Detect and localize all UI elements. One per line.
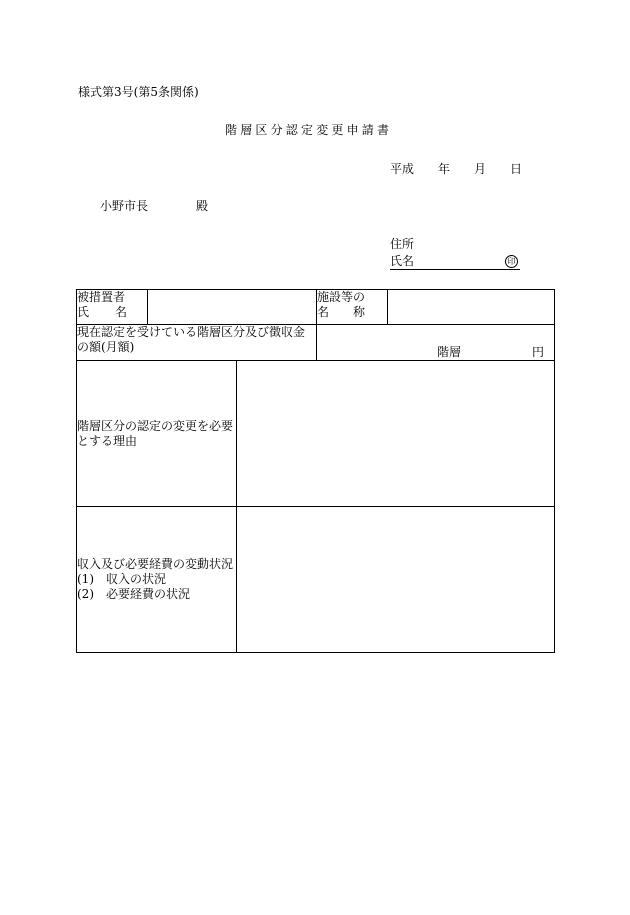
seal-icon: 印 (505, 255, 518, 268)
reason-input[interactable] (237, 361, 555, 507)
date-year: 年 (437, 162, 450, 176)
form-number: 様式第3号(第5条関係) (78, 85, 199, 99)
change-item-expense: (2) 必要経費の状況 (77, 587, 190, 601)
address-label: 住所 (390, 237, 415, 251)
name-label: 氏名 (390, 254, 415, 268)
current-level-label: 現在認定を受けている階層区分及び徴収金の額(月額) (77, 325, 317, 361)
application-table (76, 289, 555, 653)
current-level-units (317, 325, 554, 360)
unit-level: 階層 (437, 345, 462, 359)
date-month: 月 (473, 162, 486, 176)
reason-label: 階層区分の認定の変更を必要とする理由 (77, 361, 237, 507)
date-line (390, 162, 522, 176)
facility-label-2: 名 称 (317, 305, 365, 319)
addressee-suffix: 殿 (196, 199, 209, 213)
date-era: 平成 (390, 162, 415, 176)
person-label-cell (77, 290, 148, 325)
table-row (77, 507, 555, 653)
table-row (77, 290, 555, 325)
date-day: 日 (509, 162, 522, 176)
name-field[interactable] (390, 254, 520, 270)
current-level-input[interactable] (317, 325, 555, 361)
person-label-2: 氏 名 (77, 305, 127, 319)
person-name-input[interactable] (148, 290, 317, 325)
change-label: 収入及び必要経費の変動状況 (77, 557, 234, 571)
table-row (77, 325, 555, 361)
page-title: 階層区分認定変更申請書 (225, 123, 393, 137)
facility-name-input[interactable] (388, 290, 555, 325)
table-row (77, 361, 555, 507)
change-input[interactable] (237, 507, 555, 653)
change-label-cell (77, 507, 237, 653)
facility-label-cell (317, 290, 388, 325)
unit-yen: 円 (531, 345, 544, 359)
addressee-name: 小野市長 (100, 199, 149, 213)
addressee (100, 199, 208, 213)
person-label-1: 被措置者 (77, 290, 126, 304)
facility-label-1: 施設等の (317, 290, 366, 304)
change-item-income: (1) 収入の状況 (77, 572, 166, 586)
